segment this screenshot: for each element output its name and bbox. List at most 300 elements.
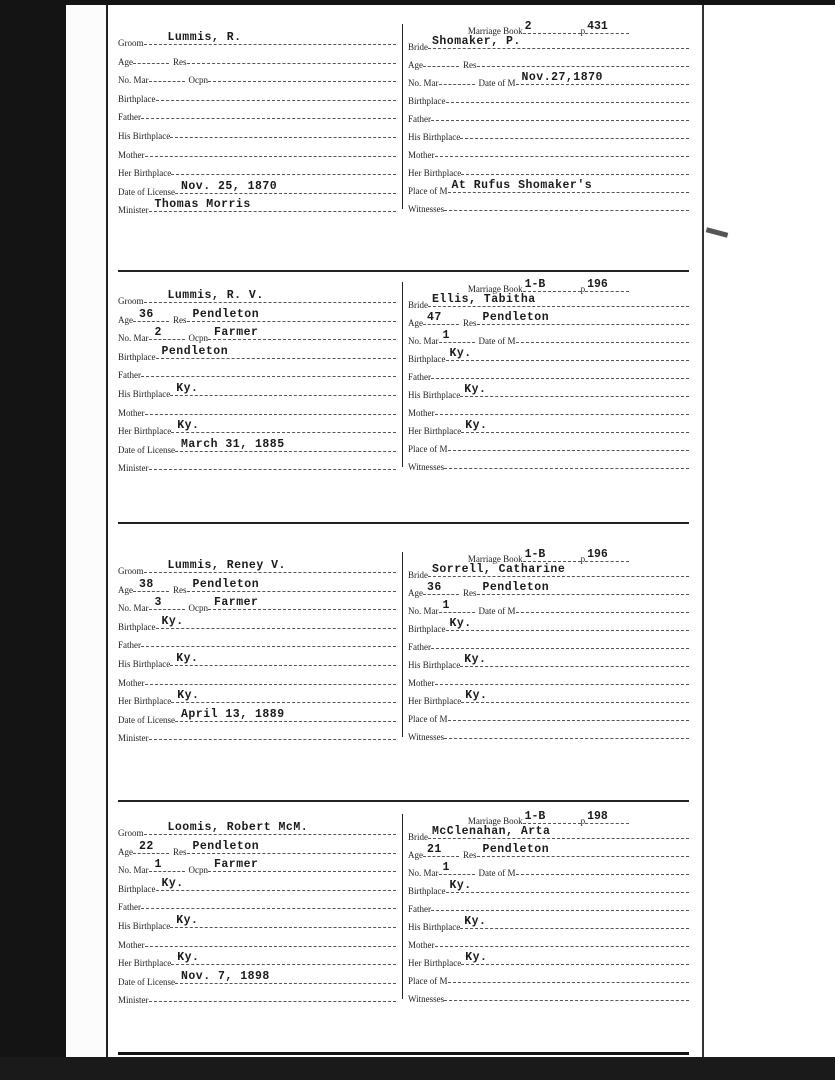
field-value-date-of-license: April 13, 1889 (180, 707, 285, 721)
field-value-line (460, 124, 689, 139)
page-label: p (580, 284, 586, 294)
field-row-mother (408, 670, 689, 688)
field-row-her-birthplace (408, 160, 689, 178)
field-value-line (428, 292, 689, 307)
field-value-age: 38 (139, 577, 154, 591)
field-label: Date of M (478, 868, 516, 878)
field-row-age (118, 49, 396, 67)
field-label: His Birthplace (408, 660, 461, 670)
field-label: Bride (408, 42, 428, 52)
field-row-date-of-license (118, 707, 396, 725)
field-value-line (145, 932, 397, 947)
field-label: Mother (408, 150, 435, 160)
field-value-line (460, 382, 689, 397)
bride-column (408, 20, 689, 214)
field-row-name (118, 558, 396, 576)
field-value-line (523, 278, 581, 292)
field-label: His Birthplace (118, 921, 171, 931)
field-value-ocpn: Farmer (214, 596, 259, 610)
field-value-line (423, 580, 459, 595)
field-value-line (208, 325, 396, 340)
field-row-place-of-m (408, 436, 689, 454)
field-row-his-birthplace (408, 914, 689, 932)
field-row-minister (118, 455, 396, 473)
field-label: Age (118, 584, 133, 595)
field-label: Mother (118, 677, 145, 688)
field-value-birthplace: Ky. (449, 879, 472, 892)
field-value-line (149, 987, 397, 1002)
field-row-age (408, 580, 689, 598)
field-label: Date of License (118, 186, 175, 197)
field-value-line (477, 52, 690, 67)
field-row-father (118, 894, 396, 912)
bride-column (408, 810, 689, 1004)
field-value-his-birthplace: Ky. (176, 914, 199, 927)
field-label: His Birthplace (118, 389, 171, 399)
field-label: Witnesses (408, 462, 445, 472)
field-row-his-birthplace (118, 913, 396, 931)
field-label: Res (463, 60, 477, 70)
marriage-book-number: 1-B (524, 810, 546, 823)
field-value-line (460, 652, 689, 667)
marriage-record-card (118, 278, 689, 474)
field-value-birthplace: Ky. (449, 617, 472, 630)
field-label: Place of M (408, 444, 448, 454)
field-row-no-mar (408, 70, 689, 88)
field-value-line (431, 106, 689, 121)
field-value-line (446, 346, 690, 361)
field-value-line (516, 70, 690, 85)
field-label: Minister (118, 733, 149, 744)
field-value-minister: Thomas Morris (154, 198, 251, 212)
field-label: Minister (118, 205, 149, 216)
field-value-line (144, 288, 397, 303)
field-value-line (149, 725, 397, 740)
field-label: Place of M (408, 186, 448, 196)
field-row-birthplace (408, 616, 689, 634)
field-row-no-mar (118, 857, 396, 875)
field-value-line (156, 86, 397, 101)
field-row-mother (408, 400, 689, 418)
field-value-line (516, 860, 690, 875)
field-label: Ocpn (188, 75, 208, 86)
field-label: Groom (118, 296, 144, 306)
field-value-date-of-m: Nov.27,1870 (521, 71, 603, 84)
groom-column (118, 810, 396, 1006)
marriage-record-card (118, 20, 689, 216)
field-row-birthplace (408, 346, 689, 364)
field-value-line (144, 30, 397, 45)
field-value-line (187, 577, 397, 592)
field-value-line (144, 558, 397, 573)
field-row-father (408, 896, 689, 914)
marriage-book-number: 1-B (524, 278, 546, 291)
field-value-line (428, 824, 689, 839)
page-margin (66, 5, 108, 1057)
field-value-line (208, 595, 396, 610)
field-label: Birthplace (118, 621, 156, 632)
page-label: p (580, 816, 586, 826)
field-label: Birthplace (408, 624, 446, 634)
field-row-father (118, 632, 396, 650)
field-value-age: 47 (427, 311, 442, 324)
field-label: No. Mar (118, 603, 149, 614)
field-value-line (439, 860, 475, 875)
field-label: Birthplace (408, 96, 446, 106)
field-label: Date of License (118, 714, 175, 725)
marriage-book-label: Marriage Book (467, 816, 523, 826)
field-label: Age (408, 60, 423, 70)
field-value-line (461, 418, 689, 433)
field-row-place-of-m (408, 968, 689, 986)
field-label: No. Mar (118, 865, 149, 876)
field-value-line (516, 328, 690, 343)
field-label: No. Mar (408, 606, 439, 616)
field-label: Mother (118, 149, 145, 160)
field-value-line (446, 616, 690, 631)
field-row-date-of-license (118, 179, 396, 197)
field-label: Ocpn (188, 603, 208, 614)
field-label: Birthplace (118, 93, 156, 104)
field-value-her-birthplace: Ky. (465, 951, 488, 964)
field-row-no-mar (118, 595, 396, 613)
field-label: Age (408, 588, 423, 598)
field-value-line (439, 598, 475, 613)
field-value-line (461, 950, 689, 965)
field-value-line (585, 20, 629, 34)
field-label: Her Birthplace (118, 958, 172, 969)
field-row-birthplace (408, 88, 689, 106)
field-row-witnesses (408, 724, 689, 742)
column-divider (402, 814, 403, 999)
field-value-line (448, 968, 690, 983)
field-value-line (448, 706, 690, 721)
field-value-line (141, 632, 396, 647)
field-value-her-birthplace: Ky. (177, 951, 200, 965)
field-row-her-birthplace (118, 160, 396, 178)
field-label: Res (173, 846, 187, 857)
field-row-minister (118, 987, 396, 1005)
field-value-birthplace: Ky. (161, 614, 184, 628)
field-value-line (435, 932, 690, 947)
field-label: Date of M (478, 78, 516, 88)
field-label: Res (173, 584, 187, 595)
field-value-name: Sorrell, Catharine (432, 563, 566, 576)
groom-column (118, 20, 396, 216)
field-value-line (156, 344, 397, 359)
field-value-line (446, 878, 690, 893)
field-label: Place of M (408, 714, 448, 724)
field-label: Her Birthplace (408, 958, 462, 968)
field-value-line (171, 418, 396, 433)
field-row-her-birthplace (408, 950, 689, 968)
field-value-line (444, 986, 689, 1001)
field-value-line (477, 310, 690, 325)
field-row-father (408, 364, 689, 382)
field-label: Father (408, 372, 431, 382)
field-value-birthplace: Pendleton (161, 344, 229, 358)
field-label: Mother (118, 407, 145, 418)
field-value-line (477, 580, 690, 595)
field-value-res: Pendleton (482, 581, 550, 594)
field-label: Her Birthplace (408, 426, 462, 436)
field-value-line (149, 325, 185, 340)
field-value-name: McClenahan, Arta (432, 825, 551, 838)
field-value-line (439, 70, 475, 85)
field-row-no-mar (408, 598, 689, 616)
field-row-his-birthplace (408, 382, 689, 400)
field-label: Age (408, 318, 423, 328)
groom-column (118, 548, 396, 744)
field-label: Date of License (118, 444, 175, 455)
field-value-line (133, 49, 169, 64)
field-label: Father (408, 114, 431, 124)
field-label: No. Mar (408, 78, 439, 88)
scan-edge (0, 1057, 835, 1080)
record-separator (118, 522, 689, 524)
field-row-his-birthplace (408, 124, 689, 142)
field-value-line (187, 307, 397, 322)
field-value-line (133, 307, 169, 322)
field-value-line (145, 670, 397, 685)
marriage-book-page: 196 (587, 278, 608, 291)
page-bottom-rule (118, 1052, 689, 1055)
field-value-line (187, 839, 397, 854)
field-value-line (170, 123, 396, 138)
field-row-no-mar (118, 67, 396, 85)
field-value-no-mar: 1 (154, 858, 162, 872)
field-value-ocpn: Farmer (214, 858, 259, 872)
field-value-his-birthplace: Ky. (464, 915, 487, 928)
field-row-her-birthplace (408, 418, 689, 436)
field-value-no-mar: 1 (442, 861, 450, 874)
field-value-name: Ellis, Tabitha (432, 293, 536, 306)
field-value-line (156, 876, 397, 891)
field-value-line (149, 67, 185, 82)
field-value-name: Shomaker, P. (432, 35, 521, 48)
field-value-res: Pendleton (192, 839, 260, 853)
bride-column (408, 548, 689, 742)
field-label: No. Mar (118, 333, 149, 344)
field-row-name (408, 292, 689, 310)
field-value-place-of-m: At Rufus Shomaker's (451, 179, 593, 192)
field-label: Mother (118, 939, 145, 950)
field-value-date-of-license: Nov. 25, 1870 (180, 179, 278, 193)
field-value-line (170, 651, 396, 666)
field-label: Ocpn (188, 865, 208, 876)
field-value-res: Pendleton (482, 843, 550, 856)
field-value-line (208, 67, 396, 82)
field-row-name (118, 30, 396, 48)
field-row-his-birthplace (408, 652, 689, 670)
field-value-line (171, 688, 396, 703)
field-value-line (141, 362, 396, 377)
field-label: No. Mar (408, 868, 439, 878)
marriage-book-label: Marriage Book (467, 554, 523, 564)
field-value-line (175, 707, 396, 722)
field-row-minister (118, 725, 396, 743)
field-row-no-mar (408, 328, 689, 346)
field-value-line (439, 328, 475, 343)
field-value-line (585, 278, 629, 292)
field-row-date-of-license (118, 437, 396, 455)
field-label: Ocpn (188, 333, 208, 344)
marriage-book-page: 431 (587, 20, 608, 33)
field-label: Father (118, 112, 141, 123)
field-value-line (144, 820, 397, 835)
field-value-her-birthplace: Ky. (177, 419, 200, 433)
field-value-birthplace: Ky. (161, 876, 184, 890)
field-label: Father (408, 642, 431, 652)
field-row-witnesses (408, 454, 689, 472)
field-value-line (423, 310, 459, 325)
column-divider (402, 24, 403, 209)
field-label: Mother (408, 940, 435, 950)
field-row-mother (118, 142, 396, 160)
field-value-line (435, 670, 690, 685)
field-label: Mother (408, 678, 435, 688)
field-value-birthplace: Ky. (449, 347, 472, 360)
field-row-age (408, 310, 689, 328)
field-label: His Birthplace (408, 132, 461, 142)
field-label: Mother (408, 408, 435, 418)
field-value-ocpn: Farmer (214, 326, 259, 340)
field-row-age (118, 577, 396, 595)
field-label: Date of M (478, 336, 516, 346)
field-label: Birthplace (408, 354, 446, 364)
field-value-line (170, 381, 396, 396)
field-label: Minister (118, 995, 149, 1006)
field-label: Bride (408, 300, 428, 310)
field-row-age (118, 307, 396, 325)
field-value-line (208, 857, 396, 872)
field-value-her-birthplace: Ky. (465, 419, 488, 432)
field-value-line (428, 34, 689, 49)
field-label: Date of M (478, 606, 516, 616)
field-row-minister (118, 197, 396, 215)
field-value-his-birthplace: Ky. (176, 382, 199, 395)
field-value-date-of-license: Nov. 7, 1898 (180, 969, 270, 983)
field-label: Age (118, 56, 133, 67)
field-row-mother (118, 932, 396, 950)
field-value-age: 22 (139, 839, 154, 853)
column-divider (402, 282, 403, 467)
field-label: Place of M (408, 976, 448, 986)
field-row-mother (118, 670, 396, 688)
field-value-line (175, 969, 396, 984)
field-value-age: 36 (139, 307, 154, 321)
field-label: Age (408, 850, 423, 860)
field-value-line (145, 142, 397, 157)
field-label: Date of License (118, 976, 175, 987)
field-value-line (435, 142, 690, 157)
field-row-birthplace (118, 876, 396, 894)
field-value-line (431, 896, 689, 911)
field-label: Father (118, 370, 141, 381)
field-value-line (461, 160, 689, 175)
field-value-no-mar: 3 (154, 596, 162, 610)
field-value-line (446, 88, 690, 103)
field-value-no-mar: 2 (154, 326, 162, 340)
marriage-book-page: 196 (587, 548, 608, 561)
field-label: Witnesses (408, 732, 445, 742)
field-label: Age (118, 314, 133, 325)
field-label: Father (408, 904, 431, 914)
field-value-line (448, 436, 690, 451)
field-label: No. Mar (118, 75, 149, 86)
field-value-line (170, 913, 396, 928)
field-label: No. Mar (408, 336, 439, 346)
field-row-father (118, 104, 396, 122)
field-label: His Birthplace (118, 131, 171, 141)
field-row-name (118, 820, 396, 838)
field-value-line (156, 614, 397, 629)
field-value-name: Loomis, Robert McM. (167, 821, 309, 834)
field-label: Witnesses (408, 994, 445, 1004)
field-row-name (408, 824, 689, 842)
field-label: Res (463, 850, 477, 860)
field-value-line (149, 595, 185, 610)
field-value-line (477, 842, 690, 857)
field-row-mother (118, 400, 396, 418)
field-value-res: Pendleton (482, 311, 550, 324)
marriage-record-card (118, 810, 689, 1006)
record-separator (118, 270, 689, 272)
field-row-her-birthplace (408, 688, 689, 706)
field-value-his-birthplace: Ky. (176, 652, 199, 665)
field-value-no-mar: 1 (442, 599, 450, 612)
field-label: Bride (408, 832, 428, 842)
field-label: Father (118, 902, 141, 913)
field-value-her-birthplace: Ky. (465, 689, 488, 702)
field-row-no-mar (408, 860, 689, 878)
field-label: Her Birthplace (408, 168, 462, 178)
field-row-date-of-license (118, 969, 396, 987)
field-value-his-birthplace: Ky. (464, 383, 487, 396)
field-label: Groom (118, 38, 144, 48)
field-value-line (444, 454, 689, 469)
field-value-res: Pendleton (192, 307, 260, 321)
field-row-name (118, 288, 396, 306)
field-value-line (431, 364, 689, 379)
field-value-line (171, 950, 396, 965)
field-row-place-of-m (408, 706, 689, 724)
field-value-line (523, 20, 581, 34)
field-value-line (423, 842, 459, 857)
field-value-line (448, 178, 690, 193)
field-value-line (431, 634, 689, 649)
field-value-res: Pendleton (192, 577, 260, 591)
field-value-age: 36 (427, 581, 442, 594)
field-value-date-of-license: March 31, 1885 (180, 437, 285, 451)
field-row-father (118, 362, 396, 380)
field-value-line (423, 52, 459, 67)
field-value-line (428, 562, 689, 577)
field-value-age: 21 (427, 843, 442, 856)
field-value-line (523, 548, 581, 562)
page-label: p (580, 554, 586, 564)
field-value-line (585, 810, 629, 824)
field-value-line (444, 724, 689, 739)
marriage-record-card (118, 548, 689, 744)
field-value-name: Lummis, R. (167, 31, 242, 44)
field-value-no-mar: 1 (442, 329, 450, 342)
field-row-birthplace (118, 614, 396, 632)
field-row-her-birthplace (118, 418, 396, 436)
field-label: Res (463, 318, 477, 328)
field-value-line (141, 894, 396, 909)
field-row-witnesses (408, 196, 689, 214)
